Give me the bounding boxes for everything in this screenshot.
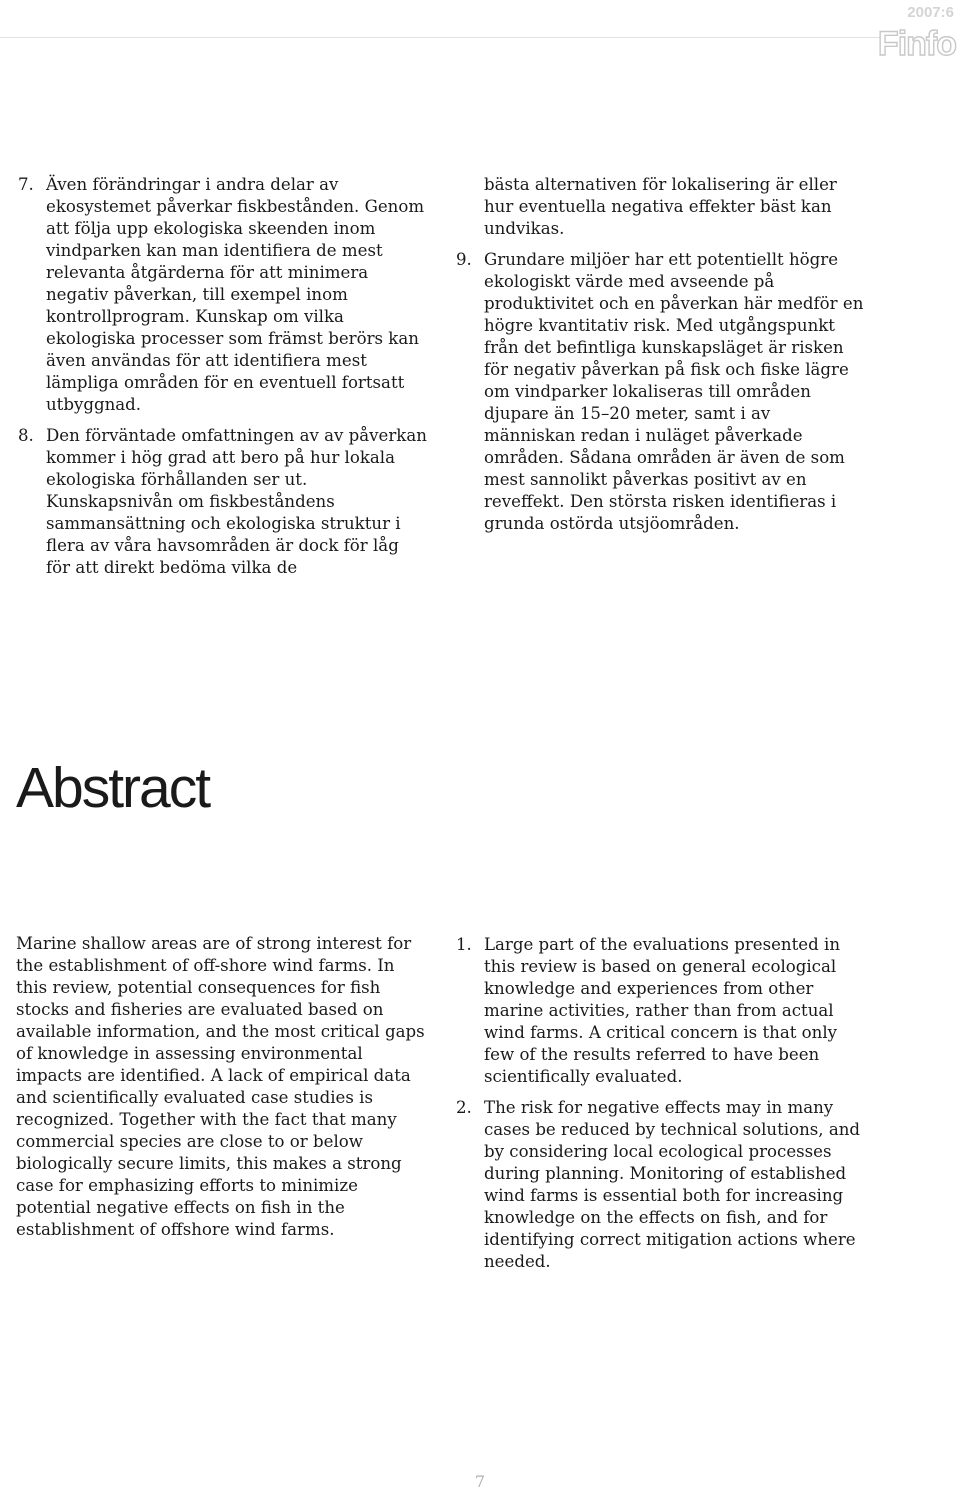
abstract-item-1 xyxy=(456,934,866,1088)
swedish-left-column xyxy=(18,174,428,588)
abstract-left-column xyxy=(16,933,426,1241)
item-number: 8. xyxy=(18,426,34,445)
list-item-8 xyxy=(18,425,428,579)
item-text: Grundare miljöer har ett potentiellt högre ekologiskt värde med avseende på produktivitet och en påverkan här medför en högre kvantitativ risk. Med utgångspunkt från det befintliga kunskapsläget är risken för negativ påverkan på fisk och fiske lägre om vindparker lokaliseras till områden djupare än 15–20 meter, samt i av människan redan i nuläget påverkade områden. Sådana områden är även de som mest sannolikt påverkas positivt av en reveffekt. Den största risken identifieras i grunda ostörda utsjöområden. xyxy=(484,250,864,533)
item-number: 9. xyxy=(456,250,472,269)
abstract-paragraph: Marine shallow areas are of strong interest for the establishment of off-shore wind farms. In this review, potential consequences for fish stocks and fisheries are evaluated based on available information, and the most critical gaps of knowledge in assessing environmental impacts are identified. A lack of empirical data and scientifically evaluated case studies is recognized. Together with the fact that many commercial species are close to or below biologically secure limits, this makes a strong case for emphasizing efforts to minimize potential negative effects on fish in the establishment of offshore wind farms. xyxy=(16,934,425,1239)
item-number: 7. xyxy=(18,175,34,194)
item-text: Large part of the evaluations presented in this review is based on general ecological knowledge and experiences from other marine activities, rather than from actual wind farms. A critical concern is that only few of the results referred to have been scientifically evaluated. xyxy=(484,935,841,1086)
logo-name: Finfo xyxy=(877,25,956,63)
list-item-7 xyxy=(18,174,428,416)
item-number: 1. xyxy=(456,935,472,954)
abstract-right-column xyxy=(456,934,866,1282)
item-number: 2. xyxy=(456,1098,472,1117)
item-text: The risk for negative effects may in many cases be reduced by technical solutions, and by considering local ecological processes during planning. Monitoring of established wind farms is essential both for increasing knowledge on the effects on fish, and for identifying correct mitigation actions where needed. xyxy=(484,1098,861,1271)
item-text: Den förväntade omfattningen av av påverkan kommer i hög grad att bero på hur lokala ekologiska förhållanden ser ut. Kunskapsnivån om fiskbeståndens sammansättning och ekologiska struktur i flera av våra havsområden är dock för låg för att direkt bedöma vilka de xyxy=(46,426,427,577)
item-text: bästa alternativen för lokalisering är eller hur eventuella negativa effekter bäst kan undvikas. xyxy=(484,175,837,238)
abstract-item-2 xyxy=(456,1097,866,1273)
page-number: 7 xyxy=(474,1472,486,1491)
swedish-right-column xyxy=(456,174,866,544)
list-item-8-continued xyxy=(456,174,866,240)
finfo-logo xyxy=(878,2,958,64)
logo-year: 2007:6 xyxy=(907,4,954,21)
abstract-heading: Abstract xyxy=(16,756,210,820)
list-item-9 xyxy=(456,249,866,535)
header-rule xyxy=(0,37,885,38)
item-text: Även förändringar i andra delar av ekosystemet påverkar fiskbestånden. Genom att följa upp ekologiska skeenden inom vindparken kan man identifiera de mest relevanta åtgärderna för att minimera negativ påverkan, till exempel inom kontrollprogram. Kunskap om vilka ekologiska processer som främst berörs kan även användas för att identifiera mest lämpliga områden för en eventuell fortsatt utbyggnad. xyxy=(46,175,425,414)
